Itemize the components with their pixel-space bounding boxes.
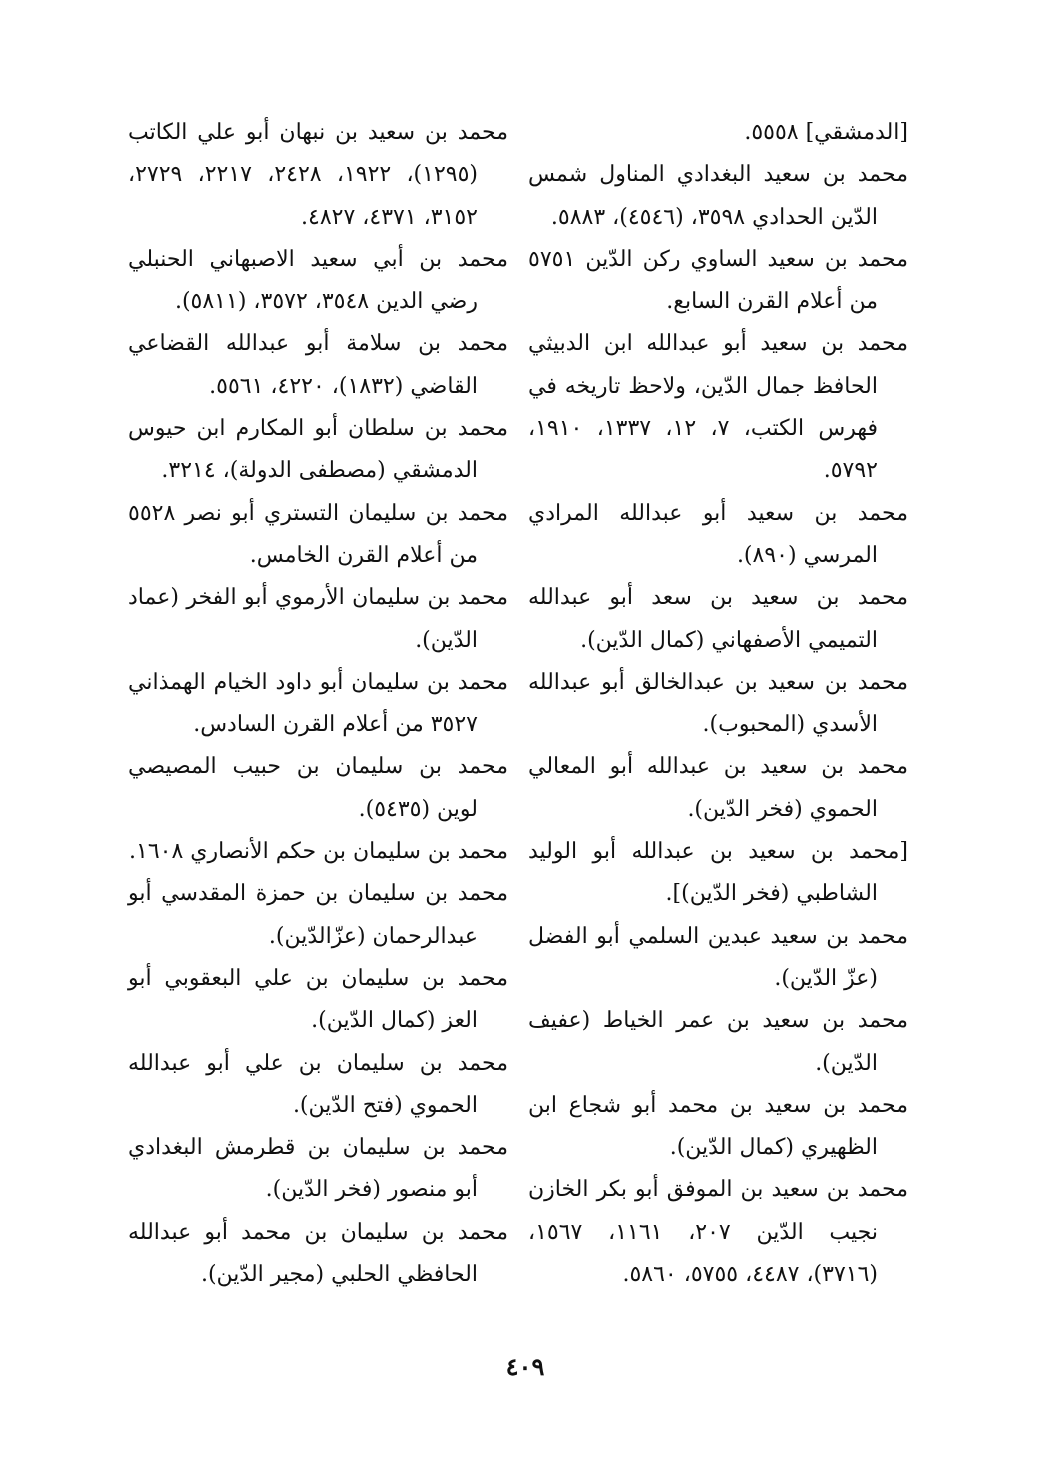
index-entry: محمد بن سليمان بن حكم الأنصاري ١٦٠٨. — [129, 839, 508, 865]
index-entry: محمد بن سعيد البغدادي المناول شمس الدّين الحدادي ٣٥٩٨، (٤٥٤٦)، ٥٨٨٣. — [528, 162, 908, 230]
index-entry: محمد بن سليمان بن علي أبو عبدالله الحموي (فتح الدّين). — [128, 1050, 508, 1118]
page-number: ٤٠٩ — [505, 1352, 545, 1381]
index-entry: محمد بن سليمان بن حمزة المقدسي أبو عبدالرحمان (عزّالدّين). — [128, 881, 508, 949]
index-entry: محمد بن سلامة أبو عبدالله القضاعي القاضي (١٨٣٢)، ٤٢٢٠، ٥٥٦١. — [128, 331, 508, 399]
index-entry: محمد بن سليمان بن حبيب المصيصي لوين (٥٤٣٥). — [128, 754, 508, 822]
index-entry: محمد بن سعيد الساوي ركن الدّين ٥٧٥١ من أعلام القرن السابع. — [528, 246, 908, 315]
index-entry: محمد بن سعيد بن نبهان أبو علي الكاتب (١٢٩٥)، ١٩٢٢، ٢٤٢٨، ٢٢١٧، ٢٧٢٩، ٣١٥٢، ٤٣٧١، ٤٨٢٧. — [128, 120, 508, 230]
index-column-left — [128, 112, 508, 1296]
index-entry: محمد بن أبي سعيد الاصبهاني الحنبلي رضي الدين ٣٥٤٨، ٣٥٧٢، (٥٨١١). — [128, 246, 508, 315]
index-entry: محمد بن سعيد بن محمد أبو شجاع ابن الظهيري (كمال الدّين). — [528, 1092, 908, 1161]
index-entry: محمد بن سعيد بن سعد أبو عبدالله التميمي الأصفهاني (كمال الدّين). — [528, 585, 908, 653]
index-entry: محمد بن سليمان التستري أبو نصر ٥٥٢٨ من أعلام القرن الخامس. — [128, 500, 508, 568]
index-entry: محمد بن سعيد عبدين السلمي أبو الفضل (عزّ الدّين). — [528, 923, 908, 991]
index-entry: محمد بن سليمان بن علي البعقوبي أبو العز (كمال الدّين). — [128, 965, 508, 1034]
index-entry: محمد بن سعيد أبو عبدالله المرادي المرسي (٨٩٠). — [528, 500, 908, 568]
index-column-right — [528, 112, 908, 1296]
index-entry: [محمد بن سعيد بن عبدالله أبو الوليد الشاطبي (فخر الدّين)]. — [528, 839, 908, 907]
index-entry: محمد بن سليمان بن محمد أبو عبدالله الحافظي الحلبي (مجير الدّين). — [128, 1219, 508, 1288]
index-entry: محمد بن سليمان أبو داود الخيام الهمذاني ٣٥٢٧ من أعلام القرن السادس. — [128, 669, 508, 738]
index-entry: محمد بن سعيد بن عبدالله أبو المعالي الحموي (فخر الدّين). — [528, 754, 908, 822]
index-entry: محمد بن سليمان الأرموي أبو الفخر (عماد الدّين). — [128, 585, 508, 653]
index-entry: محمد بن سعيد أبو عبدالله ابن الدبيثي الحافظ جمال الدّين، ولاحظ تاريخه في فهرس الكتب، ٧، ١٢، ١٣٣٧، ١٩١٠، ٥٧٩٢. — [528, 331, 908, 484]
index-entry: محمد بن سعيد بن عبدالخالق أبو عبدالله الأسدي (المحبوب). — [528, 669, 908, 738]
index-entry: محمد بن سعيد بن عمر الخياط (عفيف الدّين). — [528, 1008, 908, 1076]
index-entry: [الدمشقي] ٥٥٥٨. — [744, 120, 908, 145]
index-entry: محمد بن سعيد بن الموفق أبو بكر الخازن نجيب الدّين ٢٠٧، ١١٦١، ١٥٦٧، (٣٧١٦)، ٤٤٨٧، ٥٧٥٥، ٥٨٦٠. — [528, 1177, 908, 1288]
index-entry: محمد بن سليمان بن قطرمش البغدادي أبو منصور (فخر الدّين). — [128, 1135, 508, 1203]
index-entry: محمد بن سلطان أبو المكارم ابن حيوس الدمشقي (مصطفى الدولة)، ٣٢١٤. — [128, 416, 508, 484]
